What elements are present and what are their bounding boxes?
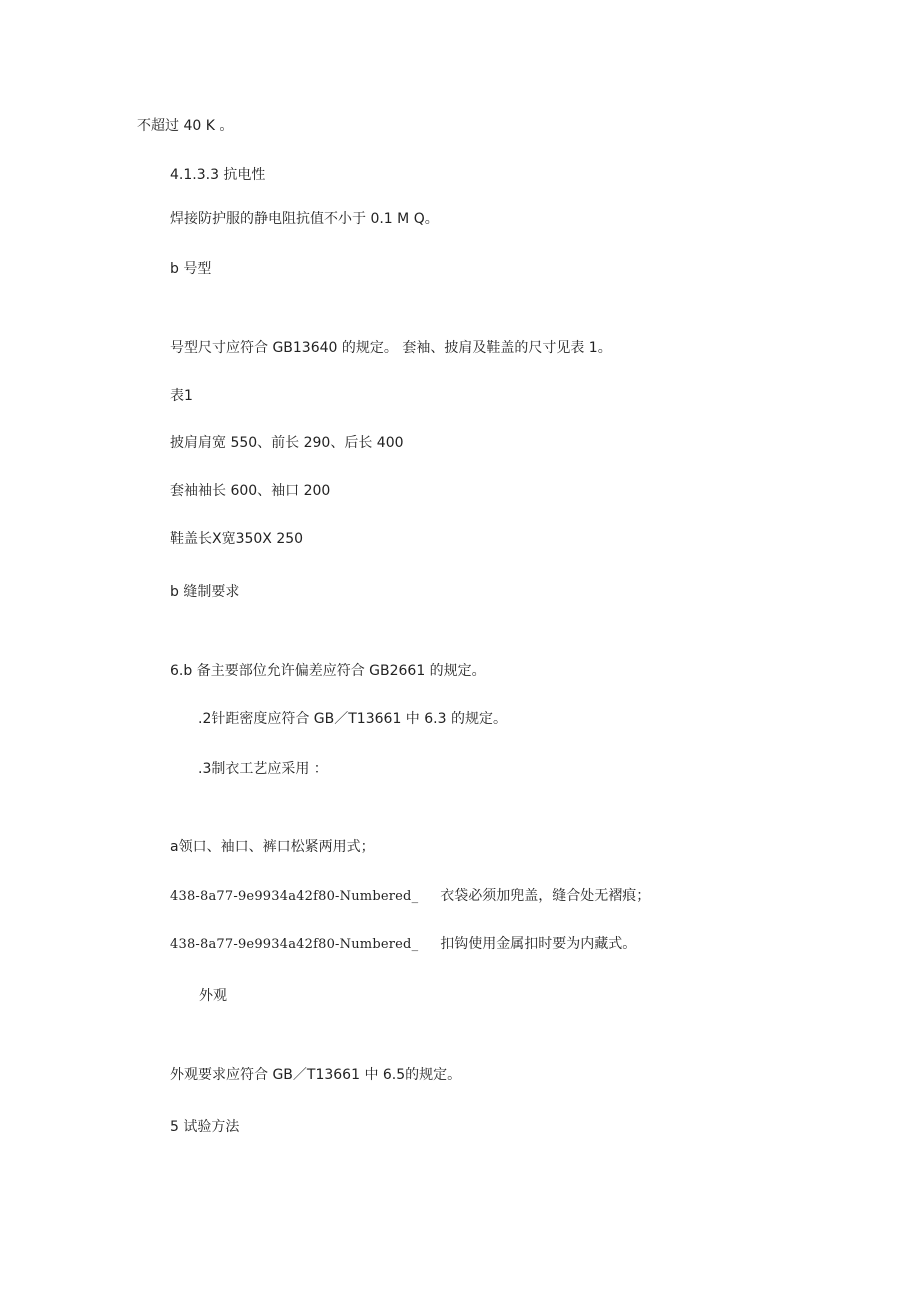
text-line-static-resistance: 焊接防护服的静电阻抗值不小于 0.1 M Q。 bbox=[170, 211, 439, 227]
section-heading-sewing: b 缝制要求 bbox=[170, 584, 240, 600]
section-heading-4-1-3-3: 4.1.3.3 抗电性 bbox=[170, 167, 266, 183]
text-line-size-standard: 号型尺寸应符合 GB13640 的规定。 套袖、披肩及鞋盖的尺寸见表 1。 bbox=[170, 340, 612, 356]
section-heading-test-methods: 5 试验方法 bbox=[170, 1119, 240, 1135]
list-item-text: 衣袋必须加兜盖，缝合处无褶痕； bbox=[440, 888, 651, 904]
list-number-marker: 438-8a77-9e9934a42f80-Numbered_ bbox=[170, 889, 419, 904]
text-line-elastic: a领口、袖口、裤口松紧两用式； bbox=[170, 839, 375, 855]
table-row-sleeve: 套袖袖长 600、袖口 200 bbox=[170, 483, 331, 499]
section-heading-appearance: 外观 bbox=[199, 988, 227, 1004]
table-row-cape: 披肩肩宽 550、前长 290、后长 400 bbox=[170, 435, 404, 451]
text-line-stitch-density: .2针距密度应符合 GB／T13661 中 6.3 的规定。 bbox=[198, 711, 507, 727]
text-line-deviation: 6.b 备主要部位允许偏差应符合 GB2661 的规定。 bbox=[170, 663, 486, 679]
text-line-temp-limit: 不超过 40 K 。 bbox=[137, 118, 234, 134]
section-heading-size: b 号型 bbox=[170, 261, 212, 277]
list-item-text: 扣钩使用金属扣时要为内藏式。 bbox=[440, 936, 637, 952]
table-caption: 表1 bbox=[170, 388, 193, 404]
text-line-process: .3制衣工艺应采用 ： bbox=[198, 761, 328, 777]
text-line-appearance-standard: 外观要求应符合 GB／T13661 中 6.5的规定。 bbox=[170, 1067, 462, 1083]
list-number-marker: 438-8a77-9e9934a42f80-Numbered_ bbox=[170, 937, 419, 952]
list-item-pocket bbox=[170, 887, 650, 906]
table-row-shoe-cover: 鞋盖长X宽350X 250 bbox=[170, 531, 304, 547]
list-item-buckle bbox=[170, 935, 636, 954]
